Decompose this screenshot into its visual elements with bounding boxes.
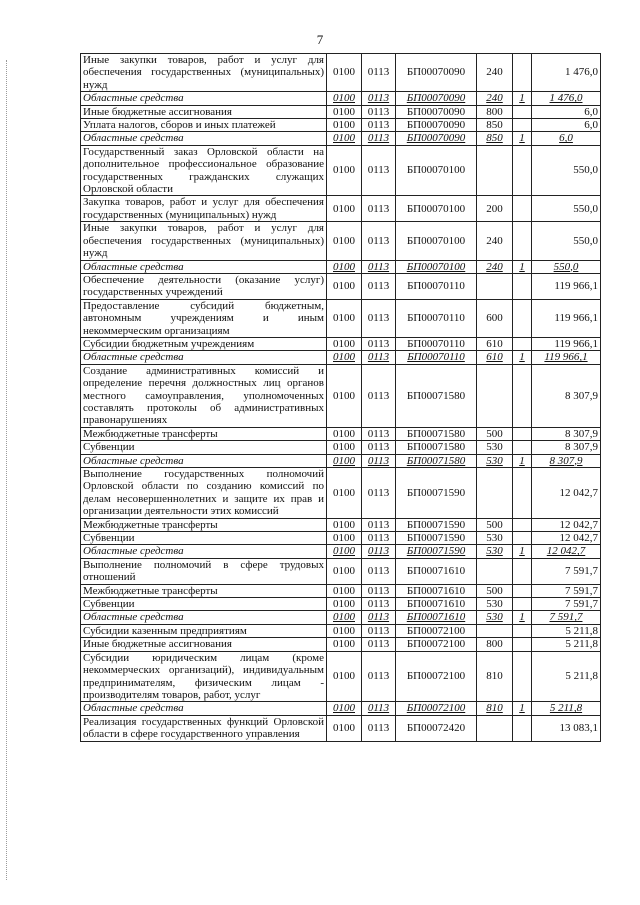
amount-cell: 7 591,7 (532, 611, 601, 624)
expense-type-code-cell: 500 (477, 427, 513, 440)
funding-source-code-cell: 1 (513, 92, 532, 105)
funding-source-row (81, 611, 601, 624)
subsection-code-cell: 0113 (362, 518, 396, 531)
amount-cell: 8 307,9 (532, 454, 601, 467)
funding-source-row (81, 260, 601, 273)
item-name-cell: Областные средства (81, 351, 327, 364)
expense-type-code-cell: 800 (477, 638, 513, 651)
funding-source-code-cell: 1 (513, 611, 532, 624)
table-row (81, 299, 601, 337)
funding-source-code-cell (513, 638, 532, 651)
amount-cell: 119 966,1 (532, 351, 601, 364)
funding-source-code-cell (513, 532, 532, 545)
target-article-code-cell: БП00070090 (396, 105, 477, 118)
amount-cell: 5 211,8 (532, 638, 601, 651)
expense-type-code-cell (477, 273, 513, 299)
expense-type-code-cell (477, 364, 513, 427)
section-code-cell: 0100 (327, 105, 362, 118)
target-article-code-cell: БП00071610 (396, 558, 477, 584)
subsection-code-cell: 0113 (362, 468, 396, 519)
item-name-cell: Закупка товаров, работ и услуг для обеспечения государственных (муниципальных) нужд (81, 196, 327, 222)
subsection-code-cell: 0113 (362, 624, 396, 637)
item-name-cell: Межбюджетные трансферты (81, 427, 327, 440)
amount-cell: 12 042,7 (532, 468, 601, 519)
item-name-cell: Областные средства (81, 260, 327, 273)
target-article-code-cell: БП00071590 (396, 532, 477, 545)
page-number: 7 (316, 32, 324, 47)
subsection-code-cell: 0113 (362, 584, 396, 597)
expense-type-code-cell: 240 (477, 260, 513, 273)
item-name-cell: Межбюджетные трансферты (81, 518, 327, 531)
section-code-cell: 0100 (327, 273, 362, 299)
expense-type-code-cell: 240 (477, 222, 513, 260)
expense-type-code-cell (477, 558, 513, 584)
section-code-cell: 0100 (327, 454, 362, 467)
funding-source-code-cell (513, 273, 532, 299)
table-row (81, 119, 601, 132)
funding-source-code-cell (513, 598, 532, 611)
subsection-code-cell: 0113 (362, 611, 396, 624)
amount-cell: 8 307,9 (532, 364, 601, 427)
funding-source-code-cell (513, 299, 532, 337)
item-name-cell: Областные средства (81, 92, 327, 105)
table-row (81, 273, 601, 299)
subsection-code-cell: 0113 (362, 651, 396, 702)
target-article-code-cell: БП00071580 (396, 427, 477, 440)
expense-type-code-cell: 600 (477, 299, 513, 337)
expense-type-code-cell: 810 (477, 651, 513, 702)
target-article-code-cell: БП00072100 (396, 702, 477, 715)
expense-type-code-cell: 500 (477, 584, 513, 597)
expense-type-code-cell: 810 (477, 702, 513, 715)
amount-cell: 12 042,7 (532, 518, 601, 531)
subsection-code-cell: 0113 (362, 351, 396, 364)
item-name-cell: Иные закупки товаров, работ и услуг для обеспечения государственных (муниципальных) нужд (81, 54, 327, 92)
table-row (81, 651, 601, 702)
section-code-cell: 0100 (327, 638, 362, 651)
table-row (81, 105, 601, 118)
expense-type-code-cell: 530 (477, 611, 513, 624)
item-name-cell: Субвенции (81, 598, 327, 611)
funding-source-code-cell (513, 651, 532, 702)
subsection-code-cell: 0113 (362, 273, 396, 299)
table-row (81, 145, 601, 196)
item-name-cell: Иные закупки товаров, работ и услуг для обеспечения государственных (муниципальных) нужд (81, 222, 327, 260)
section-code-cell: 0100 (327, 132, 362, 145)
section-code-cell: 0100 (327, 611, 362, 624)
funding-source-code-cell (513, 715, 532, 741)
subsection-code-cell: 0113 (362, 54, 396, 92)
expense-type-code-cell: 530 (477, 532, 513, 545)
budget-table-body (81, 54, 601, 742)
section-code-cell: 0100 (327, 92, 362, 105)
table-row (81, 427, 601, 440)
expense-type-code-cell: 240 (477, 54, 513, 92)
table-row (81, 558, 601, 584)
item-name-cell: Выполнение государственных полномочий Орловской области по созданию комиссий по делам несовершеннолетних и защите их прав и организации деятельности этих комиссий (81, 468, 327, 519)
item-name-cell: Реализация государственных функций Орловской области в сфере государственного управления (81, 715, 327, 741)
table-row (81, 337, 601, 350)
target-article-code-cell: БП00072100 (396, 624, 477, 637)
funding-source-code-cell (513, 468, 532, 519)
amount-cell: 1 476,0 (532, 54, 601, 92)
expense-type-code-cell (477, 715, 513, 741)
amount-cell: 6,0 (532, 105, 601, 118)
subsection-code-cell: 0113 (362, 337, 396, 350)
expense-type-code-cell: 500 (477, 518, 513, 531)
section-code-cell: 0100 (327, 598, 362, 611)
item-name-cell: Иные бюджетные ассигнования (81, 105, 327, 118)
target-article-code-cell: БП00070110 (396, 351, 477, 364)
funding-source-code-cell: 1 (513, 260, 532, 273)
target-article-code-cell: БП00072100 (396, 638, 477, 651)
funding-source-code-cell (513, 364, 532, 427)
item-name-cell: Межбюджетные трансферты (81, 584, 327, 597)
funding-source-code-cell (513, 441, 532, 454)
target-article-code-cell: БП00071610 (396, 611, 477, 624)
amount-cell: 5 211,8 (532, 702, 601, 715)
expense-type-code-cell: 850 (477, 119, 513, 132)
target-article-code-cell: БП00070090 (396, 132, 477, 145)
amount-cell: 119 966,1 (532, 273, 601, 299)
section-code-cell: 0100 (327, 196, 362, 222)
item-name-cell: Создание административных комиссий и определение перечня должностных лиц органов местного самоуправления, уполномоченных составлять протоколы об административных правонарушениях (81, 364, 327, 427)
target-article-code-cell: БП00070110 (396, 299, 477, 337)
subsection-code-cell: 0113 (362, 454, 396, 467)
expense-type-code-cell (477, 624, 513, 637)
target-article-code-cell: БП00070100 (396, 260, 477, 273)
funding-source-code-cell (513, 518, 532, 531)
section-code-cell: 0100 (327, 427, 362, 440)
section-code-cell: 0100 (327, 337, 362, 350)
amount-cell: 1 476,0 (532, 92, 601, 105)
funding-source-code-cell: 1 (513, 702, 532, 715)
expense-type-code-cell: 240 (477, 92, 513, 105)
amount-cell: 8 307,9 (532, 441, 601, 454)
amount-cell: 6,0 (532, 132, 601, 145)
section-code-cell: 0100 (327, 119, 362, 132)
funding-source-code-cell (513, 222, 532, 260)
expense-type-code-cell: 530 (477, 441, 513, 454)
amount-cell: 8 307,9 (532, 427, 601, 440)
section-code-cell: 0100 (327, 702, 362, 715)
subsection-code-cell: 0113 (362, 299, 396, 337)
funding-source-row (81, 132, 601, 145)
amount-cell: 7 591,7 (532, 598, 601, 611)
item-name-cell: Выполнение полномочий в сфере трудовых отношений (81, 558, 327, 584)
target-article-code-cell: БП00072420 (396, 715, 477, 741)
subsection-code-cell: 0113 (362, 105, 396, 118)
target-article-code-cell: БП00071590 (396, 518, 477, 531)
amount-cell: 119 966,1 (532, 299, 601, 337)
subsection-code-cell: 0113 (362, 132, 396, 145)
target-article-code-cell: БП00071580 (396, 454, 477, 467)
item-name-cell: Уплата налогов, сборов и иных платежей (81, 119, 327, 132)
budget-table (80, 53, 601, 742)
target-article-code-cell: БП00070090 (396, 119, 477, 132)
section-code-cell: 0100 (327, 222, 362, 260)
amount-cell: 550,0 (532, 196, 601, 222)
subsection-code-cell: 0113 (362, 364, 396, 427)
subsection-code-cell: 0113 (362, 222, 396, 260)
section-code-cell: 0100 (327, 364, 362, 427)
section-code-cell: 0100 (327, 54, 362, 92)
table-row (81, 196, 601, 222)
funding-source-row (81, 454, 601, 467)
section-code-cell: 0100 (327, 145, 362, 196)
target-article-code-cell: БП00071610 (396, 598, 477, 611)
section-code-cell: 0100 (327, 545, 362, 558)
funding-source-code-cell (513, 105, 532, 118)
amount-cell: 550,0 (532, 260, 601, 273)
amount-cell: 119 966,1 (532, 337, 601, 350)
amount-cell: 550,0 (532, 145, 601, 196)
section-code-cell: 0100 (327, 651, 362, 702)
subsection-code-cell: 0113 (362, 145, 396, 196)
subsection-code-cell: 0113 (362, 558, 396, 584)
target-article-code-cell: БП00070100 (396, 196, 477, 222)
funding-source-code-cell (513, 624, 532, 637)
subsection-code-cell: 0113 (362, 532, 396, 545)
item-name-cell: Субсидии бюджетным учреждениям (81, 337, 327, 350)
funding-source-code-cell (513, 558, 532, 584)
target-article-code-cell: БП00070110 (396, 337, 477, 350)
expense-type-code-cell (477, 145, 513, 196)
table-row (81, 624, 601, 637)
section-code-cell: 0100 (327, 624, 362, 637)
expense-type-code-cell: 530 (477, 545, 513, 558)
section-code-cell: 0100 (327, 441, 362, 454)
funding-source-row (81, 545, 601, 558)
section-code-cell: 0100 (327, 715, 362, 741)
table-row (81, 598, 601, 611)
funding-source-code-cell: 1 (513, 545, 532, 558)
amount-cell: 7 591,7 (532, 584, 601, 597)
table-row (81, 715, 601, 741)
amount-cell: 6,0 (532, 119, 601, 132)
item-name-cell: Субсидии юридическим лицам (кроме некоммерческих организаций), индивидуальным предпринимателям, физическим лицам - производителям товаров, работ, услуг (81, 651, 327, 702)
funding-source-code-cell: 1 (513, 351, 532, 364)
funding-source-code-cell (513, 196, 532, 222)
target-article-code-cell: БП00072100 (396, 651, 477, 702)
funding-source-row (81, 92, 601, 105)
subsection-code-cell: 0113 (362, 441, 396, 454)
section-code-cell: 0100 (327, 584, 362, 597)
table-row (81, 54, 601, 92)
item-name-cell: Областные средства (81, 545, 327, 558)
target-article-code-cell: БП00070100 (396, 145, 477, 196)
funding-source-code-cell (513, 584, 532, 597)
expense-type-code-cell: 800 (477, 105, 513, 118)
item-name-cell: Областные средства (81, 611, 327, 624)
target-article-code-cell: БП00071590 (396, 468, 477, 519)
subsection-code-cell: 0113 (362, 702, 396, 715)
target-article-code-cell: БП00071580 (396, 441, 477, 454)
expense-type-code-cell: 530 (477, 454, 513, 467)
table-row (81, 441, 601, 454)
subsection-code-cell: 0113 (362, 427, 396, 440)
subsection-code-cell: 0113 (362, 715, 396, 741)
funding-source-code-cell (513, 119, 532, 132)
subsection-code-cell: 0113 (362, 196, 396, 222)
funding-source-code-cell: 1 (513, 454, 532, 467)
section-code-cell: 0100 (327, 518, 362, 531)
amount-cell: 13 083,1 (532, 715, 601, 741)
item-name-cell: Областные средства (81, 702, 327, 715)
item-name-cell: Иные бюджетные ассигнования (81, 638, 327, 651)
item-name-cell: Субвенции (81, 532, 327, 545)
amount-cell: 550,0 (532, 222, 601, 260)
item-name-cell: Обеспечение деятельности (оказание услуг) государственных учреждений (81, 273, 327, 299)
expense-type-code-cell: 610 (477, 337, 513, 350)
table-row (81, 468, 601, 519)
funding-source-code-cell (513, 145, 532, 196)
expense-type-code-cell: 530 (477, 598, 513, 611)
amount-cell: 5 211,8 (532, 651, 601, 702)
funding-source-row (81, 351, 601, 364)
subsection-code-cell: 0113 (362, 638, 396, 651)
expense-type-code-cell: 610 (477, 351, 513, 364)
table-row (81, 222, 601, 260)
amount-cell: 12 042,7 (532, 545, 601, 558)
amount-cell: 7 591,7 (532, 558, 601, 584)
target-article-code-cell: БП00071580 (396, 364, 477, 427)
funding-source-row (81, 702, 601, 715)
target-article-code-cell: БП00070090 (396, 54, 477, 92)
item-name-cell: Субвенции (81, 441, 327, 454)
item-name-cell: Областные средства (81, 132, 327, 145)
item-name-cell: Предоставление субсидий бюджетным, автономным учреждениям и иным некоммерческим организациям (81, 299, 327, 337)
section-code-cell: 0100 (327, 260, 362, 273)
funding-source-code-cell: 1 (513, 132, 532, 145)
section-code-cell: 0100 (327, 532, 362, 545)
binding-margin-line (6, 60, 7, 880)
funding-source-code-cell (513, 337, 532, 350)
table-row (81, 584, 601, 597)
target-article-code-cell: БП00071590 (396, 545, 477, 558)
subsection-code-cell: 0113 (362, 260, 396, 273)
subsection-code-cell: 0113 (362, 119, 396, 132)
funding-source-code-cell (513, 427, 532, 440)
amount-cell: 12 042,7 (532, 532, 601, 545)
target-article-code-cell: БП00070100 (396, 222, 477, 260)
subsection-code-cell: 0113 (362, 545, 396, 558)
section-code-cell: 0100 (327, 351, 362, 364)
section-code-cell: 0100 (327, 468, 362, 519)
subsection-code-cell: 0113 (362, 598, 396, 611)
table-row (81, 532, 601, 545)
item-name-cell: Государственный заказ Орловской области на дополнительное профессиональное образование государственных гражданских служащих Орловской области (81, 145, 327, 196)
table-row (81, 518, 601, 531)
item-name-cell: Субсидии казенным предприятиям (81, 624, 327, 637)
table-row (81, 364, 601, 427)
target-article-code-cell: БП00071610 (396, 584, 477, 597)
expense-type-code-cell: 850 (477, 132, 513, 145)
target-article-code-cell: БП00070090 (396, 92, 477, 105)
table-row (81, 638, 601, 651)
target-article-code-cell: БП00070110 (396, 273, 477, 299)
amount-cell: 5 211,8 (532, 624, 601, 637)
section-code-cell: 0100 (327, 299, 362, 337)
expense-type-code-cell: 200 (477, 196, 513, 222)
funding-source-code-cell (513, 54, 532, 92)
section-code-cell: 0100 (327, 558, 362, 584)
item-name-cell: Областные средства (81, 454, 327, 467)
expense-type-code-cell (477, 468, 513, 519)
subsection-code-cell: 0113 (362, 92, 396, 105)
